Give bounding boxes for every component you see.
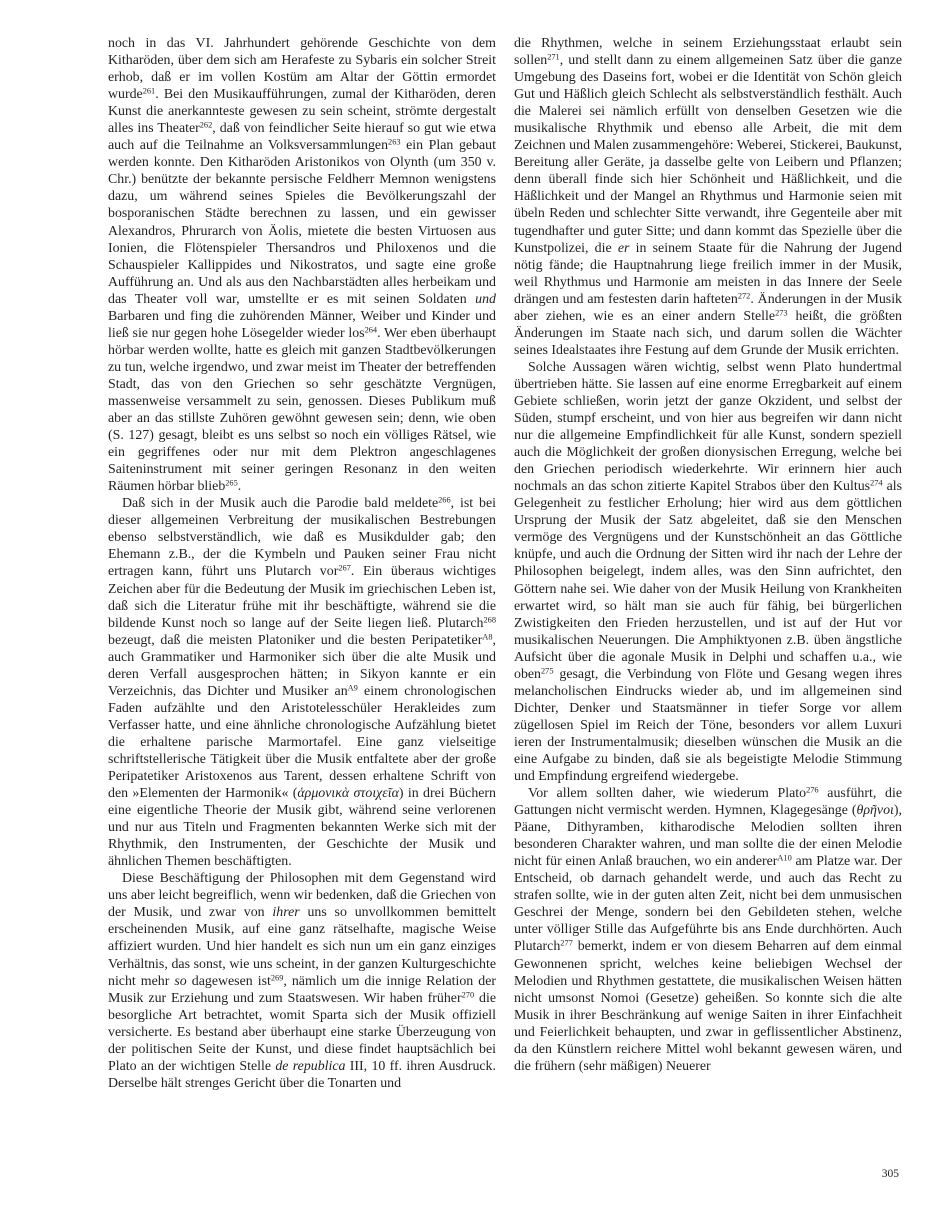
- footnote-ref: 265: [225, 478, 238, 488]
- footnote-ref: 272: [737, 291, 751, 301]
- footnote-ref: 264: [364, 325, 378, 335]
- text-run: am Platze war. Der Entscheid, ob darnach gehandelt werde, und auch das Recht zu strafen sollte, wie in der guten alten Zeit, nicht bei dem unmusischen Geschrei der Menge, sondern bei den Gebildeten stehen, welche unter völliger Stille das Aufgeführte bis ans Ende durchhörten. Auch Plutarch: [514, 854, 902, 955]
- text-run: ), Päane, Dithyramben, kitharodische Melodien sollten ihren besonderen Charakter wahren, und man sollte die der einen Melodie nicht für einen Anlaß brauchen, wo ein anderer: [514, 803, 902, 870]
- italic-text: so: [174, 973, 187, 989]
- paragraph: [514, 359, 902, 785]
- footnote-ref: 269: [270, 973, 284, 982]
- italic-text: ihrer: [272, 905, 300, 921]
- text-run: in seinem Staate für die Nahrung der Jugend nötig fände; die Hauptnahrung liege freilich immer in der Musik, weil Rhythmus und Harmonie am meisten in das Innere der Seele drängen und am festesten darin hafteten: [514, 240, 903, 307]
- text-run: Diese Beschäftigung der Philosophen mit dem Gegenstand wird uns aber leicht begreiflich, wenn wir bedenken, daß die Griechen von der Musik, und zwar von: [108, 871, 496, 921]
- text-run: . Ein überaus wichtiges Zeichen aber für die Bedeutung der Musik im griechischen Leben ist, daß sich die Literatur frühe mit ihr beschäftigte, während sie die bildende Kunst noch so lange auf der Seite liegen ließ. Plutarch: [108, 564, 496, 631]
- text-run: gesagt, die Verbindung von Flöte und Gesang wegen ihres melancholischen Eindrucks wieder ab, und im allgemeinen sind Dichter, Denker und Staatsmänner in tiefer Sorge vor allem zügellosen Spiel im Reich der Töne, besonders vor allem Luxuri ieren der Instrumentalmusik; dieselben wünschen die Musik an die eine Aufgabe zu binden, daß sie als begeistigte Melodie Stimmung und Empfindung ergreifend wiedergebe.: [514, 666, 902, 785]
- text-run: , nämlich um die innige Relation der Musik zur Erziehung und zum Staatswesen. Wir haben früher: [108, 973, 496, 1006]
- text-run: , ist bei dieser allgemeinen Verbreitung der musikalischen Bestrebungen ebenso selbstverständlich, wie daß es Musikdulder gab; den Ehemann z.B., der die Kymbeln und Pauken seiner Frau nicht ertragen kann, führt uns Plutarch vor: [108, 496, 496, 580]
- text-run: , und stellt dann zu einem allgemeinen Satz über die ganze Umgebung des Daseins fort, wobei er die Identität von Schön gleich Gut und Häßlich gleich Schlecht als selbstverständlich festhält. Auch die Malerei sei nämlich erfüllt von denselben Gesetzen wie die musikalische Rhythmik und ebenso alle Arbeit, die mit dem Zeichnen und Malen zusammengehöre: Weberei, Stickerei, Baukunst, Bereitung aller Geräte, ja dasselbe gelte von Leibern und Pflanzen; denn überall finde sich hier Schönheit und Häßlichkeit, und die Häßlichkeit und der Mangel an Rhythmus und Harmonie seien mit übeln Reden und schlechter Sitte verwandt, ihre Gegenteile aber mit tugendhafter und guter Sitte; und dann kommt das Spezielle über die Kunstpolizei, die: [514, 53, 902, 256]
- text-run: die besorgliche Art betrachtet, womit Sparta sich der Musik offiziell versicherte. Es bestand aber überhaupt eine starke Überzeugung von der politischen Seite der Kunst, und diese findet hauptsächlich bei Plato an der wichtigen Stelle: [108, 990, 496, 1074]
- text-run: . Bei den Musikaufführungen, zumal der Kitharöden, deren Kunst die anerkannteste gewesen zu sein scheint, strömte dergestalt alles ins Theater: [108, 87, 496, 137]
- text-run: uns so unvollkommen bemittelt erscheinenden Musik, auf eine ganz rätselhafte, magische Weise affiziert wurden. Und hier handelt es sich nun um ein ganz einziges Verhältnis, das sonst, wie uns scheint, in der ganzen Kulturgeschichte nicht mehr: [108, 905, 496, 989]
- footnote-ref: 261: [142, 86, 156, 96]
- footnote-ref: A8: [482, 632, 493, 642]
- text-run: bemerkt, indem er von diesem Beharren auf dem einmal Gewonnenen spricht, welches keine beliebigen Wechsel der Melodien und Rhythmen gestattete, die musikalischen Weisen hätten nicht umsonst Nomoi (Gesetze) geheißen. So konnte sich die alte Musik in ihrer Beschränkung auf wenige Saiten in ihrer Einfachheit und Feierlichkeit behaupten, und zwar in geflissentlicher Abstinenz, da den Künstlern reichere Mittel wohl bekannt gewesen wären, und die frühern (sehr mäßigen) Neuerer: [514, 939, 902, 1074]
- text-run: noch in das VI. Jahrhundert gehörende Geschichte von dem Kitharöden, über dem sich am Herafeste zu Sybaris ein solcher Streit erhob, daß er im vollen Kostüm am Altar der Göttin ermordet wurde: [108, 36, 496, 103]
- text-run: die Rhythmen, welche in seinem Erziehungsstaat erlaubt sein sollen: [514, 36, 902, 69]
- footnote-ref: 274: [870, 478, 883, 488]
- italic-text: und: [475, 291, 496, 307]
- footnote-ref: 277: [560, 938, 573, 948]
- footnote-ref: 271: [547, 52, 560, 62]
- italic-text: de republica: [275, 1058, 346, 1074]
- footnote-ref: 267: [338, 563, 351, 573]
- text-run: bezeugt, daß die meisten Platoniker und die besten Peripatetiker: [108, 632, 483, 648]
- footnote-ref: 275: [541, 666, 554, 676]
- text-run: ) in drei Büchern eine eigentliche Theorie der Musik gibt, während seine verlorenen und nur aus Titeln und Fragmenten bekannten Werke sich mit der Rhythmik, den Instrumenten, der Geschichte der Musik und ähnlichen Themen beschäftigten.: [108, 786, 496, 870]
- left-column: [108, 35, 496, 1092]
- paragraph: [108, 870, 496, 1092]
- right-column: [514, 35, 902, 1075]
- text-run: Barbaren und fing die zuhörenden Männer, Weiber und Kinder und ließ sie nur gegen hohe Lösegelder wieder los: [108, 308, 496, 341]
- text-run: Daß sich in der Musik auch die Parodie bald meldete: [122, 496, 439, 512]
- text-run: , daß von feindlicher Seite hierauf so gut wie etwa auch auf die Teilnahme an Volksversammlungen: [108, 121, 496, 154]
- footnote-ref: 273: [775, 308, 788, 318]
- footnote-ref: 262: [199, 120, 213, 130]
- text-run: ein Plan gebaut werden konnte. Den Kitharöden Aristonikos von Olynth (um 350 v. Chr.) benützte der bekannte persische Feldherr Memnon wenigstens dazu, um während seines Spieles die Bevölkerungszahl der bosporanischen Städte berechnen zu lassen, und ein gewisser Alexandros, Phrurarch von Äolis, mietete die besten Virtuosen aus Ionien, die Flötenspieler Thersandros und Philoxenos und die Schauspieler Kallippides und Nikostratos, und sagte eine große Aufführung an. Und als aus den Nachbarstädten alles herbeikam und das Theater voll war, umstellte er es mit seinen Soldaten: [108, 138, 496, 307]
- footnote-ref: A10: [777, 853, 792, 863]
- text-run: einem chronologischen Faden aufzählte und den Aristotelesschüler Herakleides zum Verfasser hatte, und eine ähnliche chronologische Aufzählung bietet die erhaltene parische Marmortafel. Eine ganz vielseitige schriftstellerische Tätigkeit über die Musik entfaltete aber der große Peripatetiker Aristoxenos aus Tarent, dessen erhaltene Schrift von den »Elementen der Harmonik« (: [108, 683, 496, 802]
- footnote-ref: 276: [806, 785, 819, 795]
- footnote-ref: A9: [347, 683, 358, 693]
- text-run: .: [237, 479, 242, 495]
- paragraph: [108, 35, 496, 495]
- footnote-ref: 263: [388, 137, 401, 147]
- text-run: heißt, die größten Änderungen im Staate nach sich, und darum sollen die Wächter seines Idealstaates ihre Festung auf dem Grunde der Musik errichten.: [514, 308, 902, 358]
- text-run: ausführt, die Gattungen nicht vermischt werden. Hymnen, Klagegesänge (: [514, 786, 902, 819]
- italic-text: ἁρμονικὰ στοιχεῖα: [297, 786, 399, 802]
- footnote-ref: 266: [438, 495, 451, 505]
- paragraph: [514, 35, 902, 359]
- text-run: . Änderungen in der Musik aber ziehen, wie es an einer andern Stelle: [514, 291, 903, 324]
- footnote-ref: 268: [483, 615, 496, 625]
- text-run: . Wer eben überhaupt hörbar werden wollte, hatte es gleich mit ganzen Stadtbevölkerungen zu tun, welche irgendwo, und zwar meist im Theater der betreffenden Stadt, das von den Griechen so sehr geschätzte Vergnügen, massenweise versammelt zu sein, genossen. Dieses Publikum muß aber an das stillste Zuhören gewöhnt gewesen sein; denn, wie oben (S. 127) gesagt, bleibt es uns selbst so noch ein völliges Rätsel, wie ein gegriffenes oder nur mit dem Plektron angeschlagenes Saiteninstrument mit seiner geringen Resonanz in den weiten Räumen hörbar blieb: [108, 325, 496, 495]
- footnote-ref: 270: [461, 990, 475, 1000]
- text-run: Vor allem sollten daher, wie wiederum Plato: [528, 786, 807, 802]
- text-run: Solche Aussagen wären wichtig, selbst wenn Plato hundertmal übertrieben hätte. Sie lassen auf eine enorme Erregbarkeit auf einem Gebiete schließen, worin jetzt der ganze Okzident, und selbst der Süden, stumpf erscheint, und von hier aus begreifen wir dann nicht nur die allgemeine Empfindlichkeit für alle Kunst, sondern speziell auch die Möglichkeit der großen dionysischen Erregung, welche bei den Griechen periodisch wiederkehrte. Wir erinnern hier auch nochmals an das schon zitierte Kapitel Strabos über den Kultus: [514, 359, 902, 495]
- italic-text: er: [617, 240, 630, 256]
- italic-text: θρῆνοι: [856, 803, 894, 819]
- paragraph: [108, 495, 496, 870]
- text-run: als Gelegenheit zu festlicher Erholung; hier wird aus dem göttlichen Ursprung der Musik der Satz abgeleitet, daß sie den Menschen vermöge des Vergnügens und der Kunstschönheit an das Göttliche knüpfe, und auch die Ordnung der Sitten wird ihr nach der Lehre der Philosophen beigelegt, indem alles, was den Sinn aufrichtet, den Göttern nahe sei. Wie daher von der Musik Heilung von Krankheiten erwartet wird, so hält man sie auch für fähig, bei bürgerlichen Zwistigkeiten den Frieden herzustellen, und ist auf der Hut vor musikalischen Neuerungen. Die Amphiktyonen z.B. üben ängstliche Aufsicht über die agonale Musik in Delphi und schaffen u.a., wie oben: [514, 479, 902, 682]
- page-number: 305: [881, 1168, 899, 1180]
- text-run: , auch Grammatiker und Harmoniker sich über die alte Musik und deren Verfall ausgesprochen hätten; in Sikyon kannte er ein Verzeichnis, das Dichter und Musiker an: [108, 632, 496, 699]
- text-run: III, 10 ff. ihren Ausdruck. Derselbe hält strenges Gericht über die Tonarten und: [108, 1058, 496, 1091]
- text-run: dagewesen ist: [186, 973, 271, 989]
- paragraph: [514, 785, 902, 1075]
